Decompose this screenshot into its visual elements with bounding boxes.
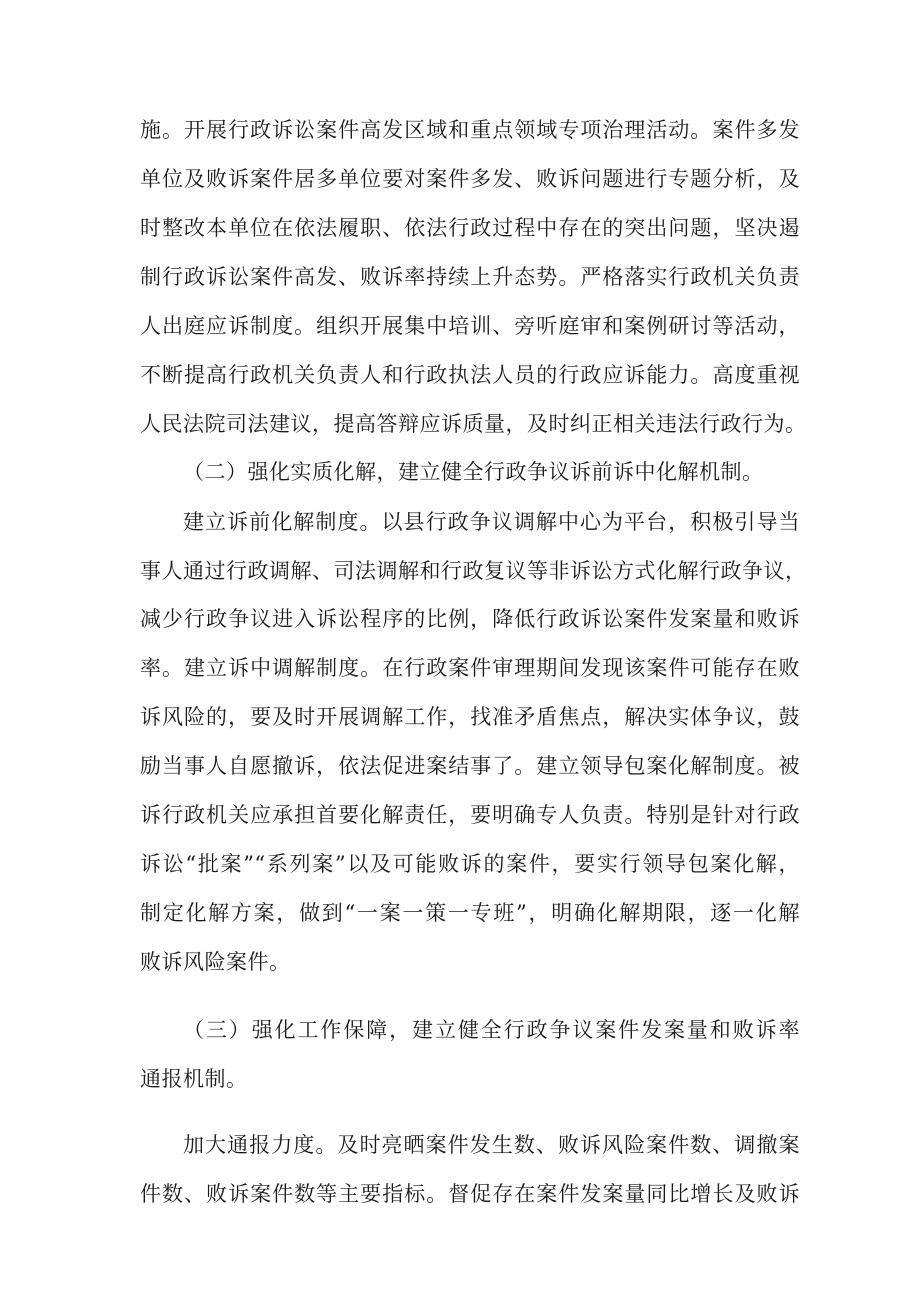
heading-line: 通报机制。 xyxy=(140,1067,248,1091)
text-line: 励当事人自愿撤诉，依法促进案结事了。建立领导包案化解制度。被 xyxy=(140,754,800,778)
heading-line: （二）强化实质化解，建立健全行政争议诉前诉中化解机制。 xyxy=(183,460,764,484)
text-line: 人出庭应诉制度。组织开展集中培训、旁听庭审和案例研讨等活动， xyxy=(140,314,800,338)
text-line: 施。开展行政诉讼案件高发区域和重点领域专项治理活动。案件多发 xyxy=(140,118,800,142)
text-line: 人民法院司法建议，提高答辩应诉质量，及时纠正相关违法行政行为。 xyxy=(140,412,807,436)
text-line: 事人通过行政调解、司法调解和行政复议等非诉讼方式化解行政争议， xyxy=(140,559,807,583)
text-line: 率。建立诉中调解制度。在行政案件审理期间发现该案件可能存在败 xyxy=(140,656,800,680)
text-line: 时整改本单位在依法履职、依法行政过程中存在的突出问题，坚决遏 xyxy=(140,216,800,240)
text-line: 制定化解方案，做到“一案一策一专班”，明确化解期限，逐一化解 xyxy=(140,901,800,925)
heading-line: （三）强化工作保障，建立健全行政争议案件发案量和败诉率 xyxy=(183,1018,800,1042)
text-line: 不断提高行政机关负责人和行政执法人员的行政应诉能力。高度重视 xyxy=(140,363,800,387)
text-line: 单位及败诉案件居多单位要对案件多发、败诉问题进行专题分析，及 xyxy=(140,167,800,191)
text-line: 建立诉前化解制度。以县行政争议调解中心为平台，积极引导当 xyxy=(183,510,800,534)
text-line: 诉行政机关应承担首要化解责任，要明确专人负责。特别是针对行政 xyxy=(140,803,800,827)
text-line: 件数、败诉案件数等主要指标。督促存在案件发案量同比增长及败诉 xyxy=(140,1182,800,1206)
text-line: 败诉风险案件。 xyxy=(140,950,291,974)
text-line: 诉讼“批案”“系列案”以及可能败诉的案件，要实行领导包案化解， xyxy=(140,852,800,876)
text-line: 加大通报力度。及时亮晒案件发生数、败诉风险案件数、调撤案 xyxy=(183,1133,800,1157)
text-line: 诉风险的，要及时开展调解工作，找准矛盾焦点，解决实体争议，鼓 xyxy=(140,705,800,729)
text-line: 制行政诉讼案件高发、败诉率持续上升态势。严格落实行政机关负责 xyxy=(140,265,800,289)
text-line: 减少行政争议进入诉讼程序的比例，降低行政诉讼案件发案量和败诉 xyxy=(140,607,800,631)
